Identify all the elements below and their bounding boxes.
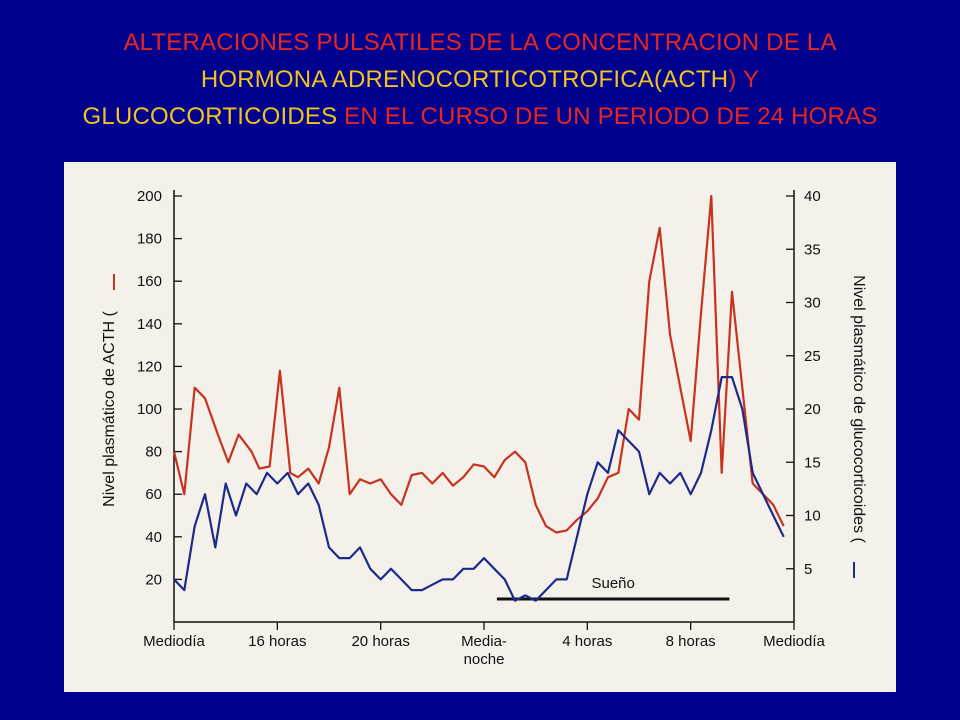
sleep-band-label: Sueño [591, 575, 635, 592]
right-tick-label: 20 [804, 401, 821, 418]
right-tick-label: 25 [804, 347, 821, 365]
x-tick-label: 4 horas [562, 633, 613, 650]
left-tick-label: 160 [136, 273, 162, 291]
right-tick-label: 35 [804, 241, 821, 259]
title-line-2: HORMONA ADRENOCORTICOTROFICA(ACTH) Y [200, 66, 760, 93]
right-tick-label: 5 [804, 560, 813, 578]
title-line-3: GLUCOCORTICOIDES EN EL CURSO DE UN PERIODO DE 24 HORAS [82, 103, 878, 130]
left-tick-label: 40 [145, 528, 162, 546]
right-tick-label: 10 [804, 507, 821, 525]
left-tick-label: 100 [136, 401, 162, 418]
left-tick-label: 20 [145, 571, 162, 589]
x-tick-label: Mediodía [763, 633, 825, 650]
right-axis-title: Nivel plasmático de glucocorticoides ( [850, 275, 867, 543]
left-tick-label: 60 [145, 486, 162, 504]
x-tick-label: noche [463, 651, 505, 668]
x-tick-label: 16 horas [248, 633, 307, 650]
x-tick-label: 8 horas [665, 633, 716, 650]
title-line-1: ALTERACIONES PULSATILES DE LA CONCENTRACION DE LA [123, 29, 837, 56]
left-tick-label: 180 [136, 230, 162, 248]
left-tick-label: 80 [145, 443, 162, 461]
right-tick-label: 40 [804, 188, 821, 205]
x-tick-label: 20 horas [351, 633, 410, 650]
acth-series-line [174, 196, 784, 533]
left-tick-label: 140 [136, 315, 162, 333]
right-tick-label: 30 [804, 294, 821, 312]
x-tick-label: Mediodía [143, 633, 205, 650]
left-axis-title: Nivel plasmático de ACTH ( [101, 311, 118, 507]
acth-glucocorticoid-chart [64, 162, 896, 692]
left-tick-label: 200 [136, 188, 162, 205]
chart-panel [64, 162, 896, 692]
left-tick-label: 120 [136, 358, 162, 376]
slide-title [20, 24, 940, 135]
right-tick-label: 15 [804, 454, 821, 472]
x-tick-label: Media- [461, 633, 507, 650]
